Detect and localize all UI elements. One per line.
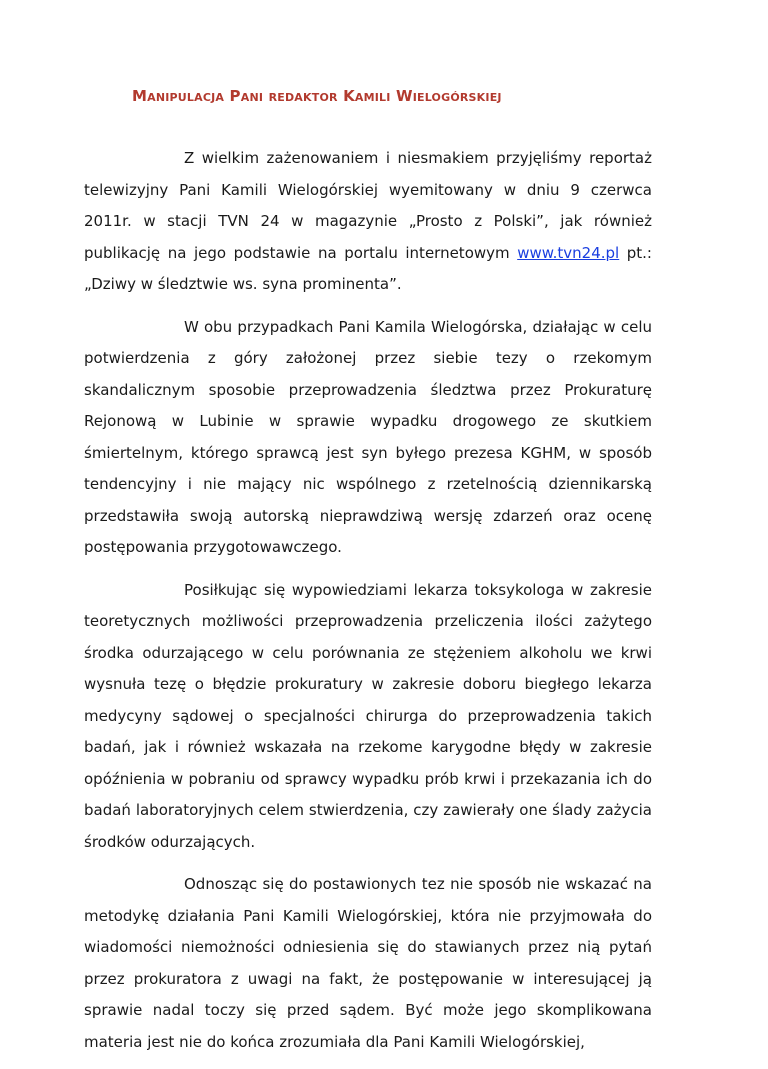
paragraph-1	[84, 143, 652, 301]
tvn24-link[interactable]: www.tvn24.pl	[517, 243, 620, 262]
paragraph-1-text-end: pt.: „Dziwy w śledztwie ws. syna prominenta”.	[84, 243, 652, 293]
document-body	[84, 143, 652, 1069]
document-title: Manipulacja Pani redaktor Kamili Wielogórskiej	[132, 87, 502, 105]
paragraph-1-text: Z wielkim zażenowaniem i niesmakiem przyjęliśmy reportaż telewizyjny Pani Kamili Wielogórskiej wyemitowany w dniu 9 czerwca 2011r. w stacji TVN 24 w magazynie „Prosto z Polski”, jak również publikację na jego podstawie na portalu internetowym	[84, 149, 652, 262]
paragraph-4: Odnosząc się do postawionych tez nie sposób nie wskazać na metodykę działania Pani Kamili Wielogórskiej, która nie przyjmowała do wiadomości niemożności odniesienia się do stawianych przez nią pytań przez prokuratora z uwagi na fakt, że postępowanie w interesującej ją sprawie nadal toczy się przed sądem. Być może jego skomplikowana materia jest nie do końca zrozumiała dla Pani Kamili Wielogórskiej,	[84, 875, 652, 1051]
paragraph-2: W obu przypadkach Pani Kamila Wielogórska, działając w celu potwierdzenia z góry założonej przez siebie tezy o rzekomym skandalicznym sposobie przeprowadzenia śledztwa przez Prokuraturę Rejonową w Lubinie w sprawie wypadku drogowego ze skutkiem śmiertelnym, którego sprawcą jest syn byłego prezesa KGHM, w sposób tendencyjny i nie mający nic wspólnego z rzetelnością dziennikarską przedstawiła swoją autorską nieprawdziwą wersję zdarzeń oraz ocenę postępowania przygotowawczego.	[84, 317, 652, 556]
paragraph-3: Posiłkując się wypowiedziami lekarza toksykologa w zakresie teoretycznych możliwości przeprowadzenia przeliczenia ilości zażytego środka odurzającego w celu porównania ze stężeniem alkoholu we krwi wysnuła tezę o błędzie prokuratury w zakresie doboru biegłego lekarza medycyny sądowej o specjalności chirurga do przeprowadzenia takich badań, jak i również wskazała na rzekome karygodne błędy w zakresie opóźnienia w pobraniu od sprawcy wypadku prób krwi i przekazania ich do badań laboratoryjnych celem stwierdzenia, czy zawierały one ślady zażycia środków odurzających.	[84, 580, 652, 851]
